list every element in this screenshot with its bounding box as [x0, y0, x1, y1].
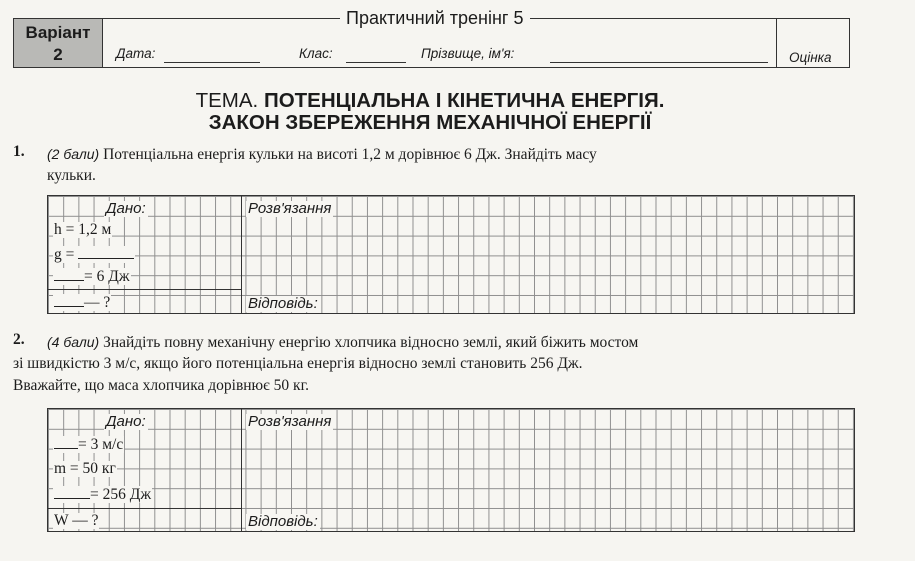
task1-given-h: h = 1,2 м: [54, 221, 112, 238]
task2-points: (4 бали): [47, 334, 100, 350]
task2-given-v-text: = 3 м/с: [78, 436, 124, 453]
task2-text-line3: Вважайте, що маса хлопчика дорівнює 50 кг.: [13, 377, 310, 394]
task1-given-ep: [53, 268, 131, 285]
task2-solution-label: Розв'язання: [248, 413, 332, 430]
task1-divider: [241, 195, 242, 314]
task2-divider: [241, 408, 242, 532]
task2-number: 2.: [13, 331, 25, 348]
date-label: Дата:: [116, 46, 156, 61]
task1-find: [53, 294, 111, 311]
task1-text: [47, 143, 867, 166]
task1-text-line2: кульки.: [47, 167, 96, 184]
variant-box: [13, 18, 103, 68]
page-title: Практичний тренінг 5: [340, 7, 530, 29]
task1-given-g-text: g =: [54, 246, 79, 263]
variant-number: 2: [53, 45, 63, 64]
task1-number: 1.: [13, 143, 25, 160]
task1-text-line1: Потенціальна енергія кульки на висоті 1,2 м дорівнює 6 Дж. Знайдіть масу: [99, 146, 597, 163]
task2-answer-label: Відповідь:: [248, 513, 318, 530]
task2-grid[interactable]: [47, 408, 855, 532]
variant-label: Варіант: [25, 23, 91, 42]
task1-solution-label: Розв'язання: [248, 200, 332, 217]
task2-given-ep-text: = 256 Дж: [90, 486, 152, 503]
topic-title-1: ПОТЕНЦІАЛЬНА І КІНЕТИЧНА ЕНЕРГІЯ.: [263, 89, 665, 112]
score-label: Оцінка: [789, 50, 832, 65]
task2-given-m: m = 50 кг: [54, 460, 116, 477]
task1-blank[interactable]: [78, 246, 134, 259]
class-field[interactable]: [346, 62, 406, 63]
task1-given-g: [53, 246, 135, 263]
task1-find-text: — ?: [84, 294, 111, 311]
task1-find-line: [47, 289, 241, 290]
task2-find: W — ?: [54, 512, 99, 529]
task1-points: (2 бали): [47, 146, 100, 162]
date-field[interactable]: [164, 62, 260, 63]
name-field[interactable]: [550, 62, 768, 63]
task1-answer-label: Відповідь:: [248, 295, 318, 312]
task2-given-ep: [53, 486, 152, 503]
task2-text: [47, 331, 867, 354]
task1-blank[interactable]: [54, 294, 84, 307]
task1-given-ep-text: = 6 Дж: [84, 268, 130, 285]
task2-given-v: [53, 436, 124, 453]
topic-line-1: [0, 89, 860, 112]
topic-line-2: [0, 111, 860, 134]
task2-blank[interactable]: [54, 436, 78, 449]
task2-text-line1: Знайдіть повну механічну енергію хлопчика відносно землі, який біжить мостом: [99, 334, 639, 351]
task2-text-line2: зі швидкістю 3 м/с, якщо його потенціальна енергія відносно землі становить 256 Дж.: [13, 355, 583, 372]
task1-grid[interactable]: [47, 195, 855, 314]
task2-blank[interactable]: [54, 486, 90, 499]
class-label: Клас:: [299, 46, 333, 61]
task2-given-label: Дано:: [106, 413, 146, 430]
topic-prefix: ТЕМА.: [195, 89, 259, 112]
name-label: Прізвище, ім'я:: [421, 46, 515, 61]
task1-blank[interactable]: [54, 268, 84, 281]
task2-find-line: [47, 508, 241, 509]
task1-given-label: Дано:: [106, 200, 146, 217]
topic-title-2: ЗАКОН ЗБЕРЕЖЕННЯ МЕХАНІЧНОЇ ЕНЕРГІЇ: [208, 111, 652, 134]
